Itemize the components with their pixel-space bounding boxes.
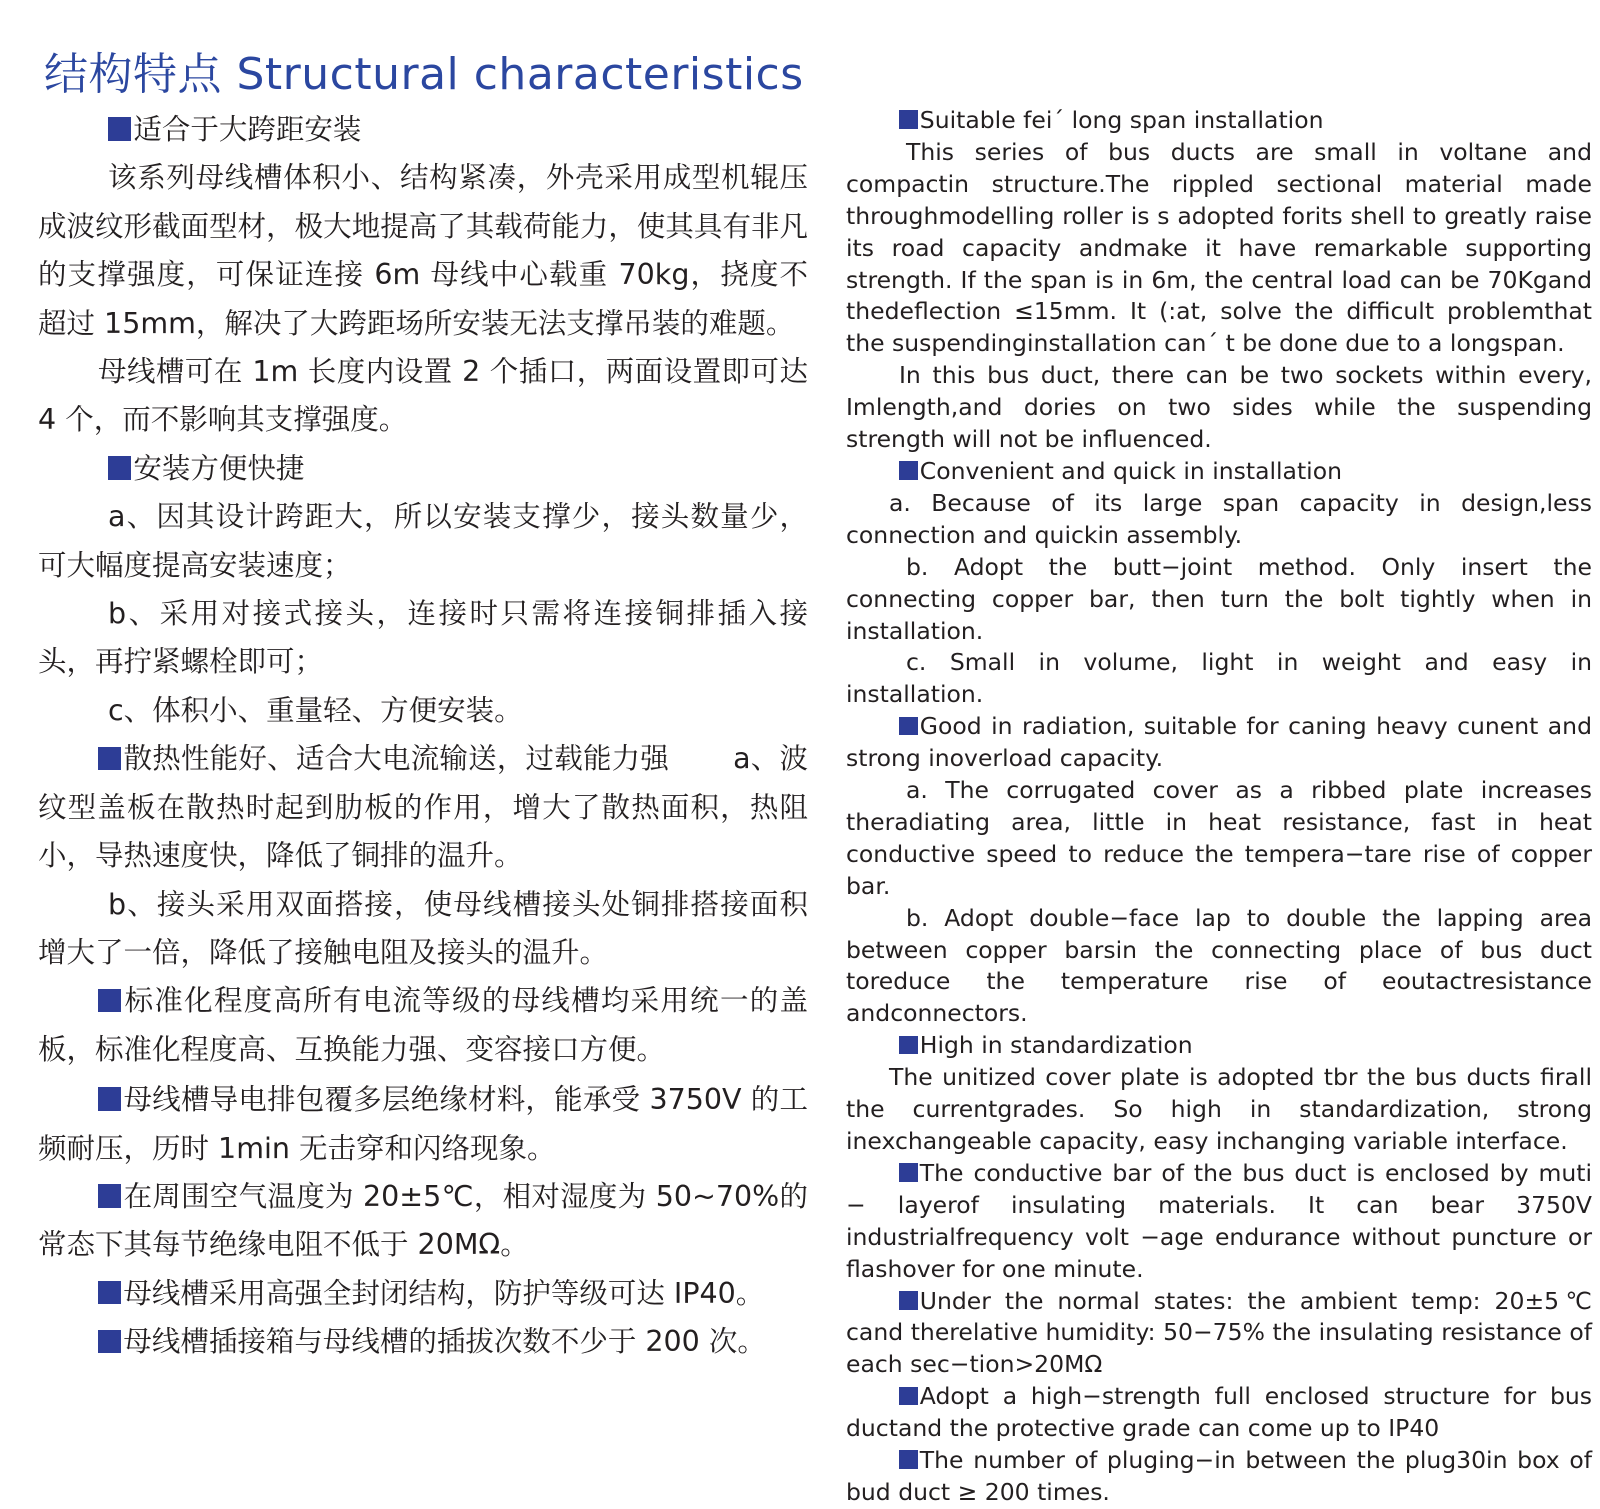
square-bullet-icon bbox=[98, 989, 121, 1012]
square-bullet-icon bbox=[899, 1036, 918, 1055]
paragraph-install-b-en: b. Adopt the butt−joint method. Only insert the connecting copper bar, then turn the bolt tightly when in installation. bbox=[846, 552, 1592, 645]
item-plug-count-en: The number of pluging−in between the plug30in box of bud duct ≥ 200 times. bbox=[846, 1446, 1592, 1506]
square-bullet-icon bbox=[899, 1291, 918, 1310]
paragraph-install-a-en: a. Because of its large span capacity in design,less connection and quickin assembly. bbox=[846, 488, 1592, 549]
heading-long-span-en: Suitable fei´ long span installation bbox=[846, 105, 1592, 137]
square-bullet-icon bbox=[98, 1184, 121, 1207]
paragraph-install-b: b、采用对接式接头，连接时只需将连接铜排插入接头，再拧紧螺栓即可； bbox=[38, 597, 808, 679]
item-insulation-en: The conductive bar of the bus duct is enclosed by muti − layerof insulating materials. It can bear 3750V industrialfrequency volt −age endurance without puncture or flashover for one minute. bbox=[846, 1158, 1592, 1283]
square-bullet-icon bbox=[98, 1087, 121, 1110]
item-enclosure-en: Adopt a high−strength full enclosed structure for bus ductand the protective grade can come up to IP40 bbox=[846, 1382, 1592, 1443]
page-title: 结构特点 Structural characteristics bbox=[44, 49, 804, 100]
square-bullet-icon bbox=[899, 717, 918, 736]
paragraph-sockets: 母线槽可在 1m 长度内设置 2 个插口，两面设置即可达 4 个，而不影响其支撑强度。 bbox=[38, 355, 808, 437]
square-bullet-icon bbox=[98, 747, 121, 770]
square-bullet-icon bbox=[98, 1281, 121, 1304]
square-bullet-icon bbox=[899, 110, 918, 129]
square-bullet-icon bbox=[899, 1450, 918, 1469]
paragraph-standardization-en: The unitized cover plate is adopted tbr the bus ducts firall the currentgrades. So high in standardization, strong inexchangeable capacity, easy inchanging variable interface. bbox=[846, 1063, 1592, 1155]
paragraph-long-span-en: This series of bus ducts are small in voltane and compactin structure.The rippled sectional material made throughmodelling roller is s adopted forits shell to greatly raise its road capacity andmake it have remarkable supporting strength. If the span is in 6m, the central load can be 70Kgand thedeflection ≤15mm. It (:at, solve the difficult problemthat the suspendinginstallation can´ t be done due to a longspan. bbox=[846, 137, 1592, 358]
item-resistance-en: Under the normal states: the ambient temp: 20±5℃ cand therelative humidity: 50−75% the insulating resistance of each sec−tion>20MΩ bbox=[846, 1286, 1592, 1379]
paragraph-radiation-a: a、波纹型盖板在散热时起到肋板的作用，增大了散热面积，热阻小，导热速度快，降低了铜排的温升。 bbox=[38, 742, 808, 873]
chinese-column bbox=[38, 106, 808, 1367]
heading-standardization: 标准化程度高所有电流等级的母线槽均采用统一的盖板，标准化程度高、互换能力强、变容接口方便。 bbox=[38, 984, 808, 1066]
paragraph-long-span: 该系列母线槽体积小、结构紧凑，外壳采用成型机辊压成波纹形截面型材，极大地提高了其载荷能力，使其具有非凡的支撑强度，可保证连接 6m 母线中心载重 70kg，挠度不超过 15mm，解决了大跨距场所安装无法支撑吊装的难题。 bbox=[38, 161, 808, 340]
square-bullet-icon bbox=[108, 456, 131, 479]
heading-installation: 安装方便快捷 bbox=[38, 445, 808, 493]
heading-installation-en: Convenient and quick in installation bbox=[846, 456, 1592, 488]
square-bullet-icon bbox=[108, 117, 131, 140]
square-bullet-icon bbox=[98, 1330, 121, 1353]
heading-radiation-en: Good in radiation, suitable for caning heavy cunent and strong inoverload capacity. bbox=[846, 712, 1592, 773]
paragraph-sockets-en: In this bus duct, there can be two sockets within every, Imlength,and dories on two sides while the suspending strength will not be influenced. bbox=[846, 361, 1592, 454]
item-resistance: 在周围空气温度为 20±5℃，相对湿度为 50~70%的常态下其每节绝缘电阻不低于 20MΩ。 bbox=[38, 1179, 808, 1262]
square-bullet-icon bbox=[899, 461, 918, 480]
square-bullet-icon bbox=[899, 1387, 918, 1406]
item-plug-count: 母线槽插接箱与母线槽的插拔次数不少于 200 次。 bbox=[38, 1318, 808, 1366]
paragraph-install-a: a、因其设计跨距大，所以安装支撑少，接头数量少，可大幅度提高安装速度； bbox=[38, 500, 808, 582]
heading-long-span: 适合于大跨距安装 bbox=[38, 106, 808, 154]
paragraph-radiation-b-en: b. Adopt double−face lap to double the lapping area between copper barsin the connecting place of bus duct toreduce the temperature rise of eoutactresistance andconnectors. bbox=[846, 903, 1592, 1028]
heading-radiation: 散热性能好、适合大电流输送，过载能力强 a、波纹型盖板在散热时起到肋板的作用，增大了散热面积，热阻小，导热速度快，降低了铜排的温升。 bbox=[38, 742, 808, 873]
paragraph-radiation-b: b、接头采用双面搭接，使母线槽接头处铜排搭接面积增大了一倍，降低了接触电阻及接头的温升。 bbox=[38, 887, 808, 969]
paragraph-radiation-a-en: a. The corrugated cover as a ribbed plate increases theradiating area, little in heat resistance, fast in heat conductive speed to reduce the tempera−tare rise of copper bar. bbox=[846, 776, 1592, 900]
item-insulation: 母线槽导电排包覆多层绝缘材料，能承受 3750V 的工频耐压，历时 1min 无击穿和闪络现象。 bbox=[38, 1083, 808, 1165]
english-column bbox=[846, 105, 1592, 1509]
paragraph-install-c: c、体积小、重量轻、方便安装。 bbox=[108, 693, 523, 727]
square-bullet-icon bbox=[899, 1163, 918, 1182]
heading-standardization-en: High in standardization bbox=[846, 1030, 1592, 1062]
item-enclosure: 母线槽采用高强全封闭结构，防护等级可达 IP40。 bbox=[38, 1270, 808, 1318]
paragraph-install-c-en: c. Small in volume, light in weight and easy in installation. bbox=[846, 648, 1592, 709]
